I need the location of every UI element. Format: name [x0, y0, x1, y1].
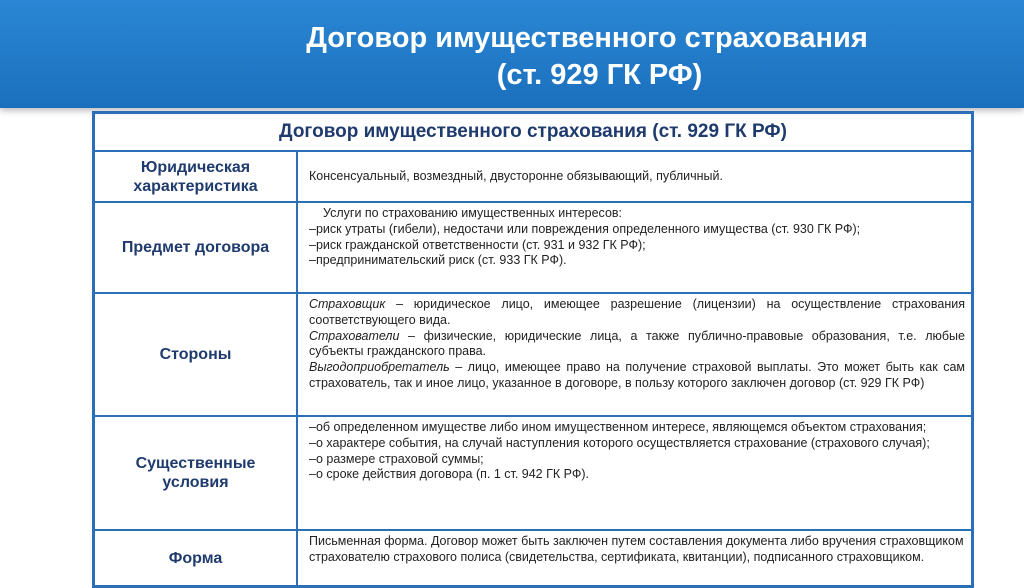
table-row-form	[95, 531, 971, 585]
row-label: Форма	[95, 531, 298, 585]
row-content	[298, 203, 971, 292]
party-text: – лицо, имеющее право на получение страховой выплаты. Это может быть как сам страхователь, так и иное лицо, указанное в договоре, в пользу которого заключен договор (ст. 929 ГК РФ)	[309, 360, 965, 390]
party-term: Страховщик	[309, 297, 386, 311]
row-text: Письменная форма. Договор может быть заключен путем составления документа либо вручения страховщиком страхователю страхового полиса (свидетельства, сертификата, квитанции), подписанного страховщиком.	[309, 534, 964, 564]
row-label: Стороны	[95, 294, 298, 415]
row-line: Услуги по страхованию имущественных интересов:	[323, 206, 623, 220]
row-line: –риск утраты (гибели), недостачи или повреждения определенного имущества (ст. 930 ГК РФ);	[309, 221, 861, 236]
party-term: Страхователи	[309, 328, 400, 343]
party-definition	[309, 297, 965, 329]
row-label: Существенные условия	[95, 417, 298, 529]
row-label: Предмет договора	[95, 203, 298, 292]
slide-title-line2: (ст. 929 ГК РФ)	[496, 59, 703, 91]
table-row-essential-terms	[95, 417, 971, 531]
contract-table	[92, 111, 974, 588]
row-line: –риск гражданской ответственности (ст. 931 и 932 ГК РФ);	[309, 237, 646, 252]
row-text: Консенсуальный, возмездный, двусторонне обязывающий, публичный.	[309, 168, 723, 183]
table-row-parties	[95, 294, 971, 417]
row-line: –о характере события, на случай наступления которого осуществляется страхование (страхового случая);	[309, 435, 930, 450]
row-label: Юридическая характеристика	[95, 152, 298, 201]
party-text: – юридическое лицо, имеющее разрешение (лицензии) на осуществление страхования соответствующего вида.	[309, 297, 965, 327]
slide-title-line1: Договор имущественного страхования	[306, 22, 868, 54]
row-content	[298, 152, 971, 201]
table-row-legal-characteristic	[95, 152, 971, 203]
row-content	[298, 294, 971, 415]
slide-title	[0, 20, 1024, 94]
row-content	[298, 531, 971, 585]
party-term: Выгодоприобретатель	[309, 360, 450, 375]
row-line: –о размере страховой суммы;	[309, 451, 484, 466]
party-text: – физические, юридические лица, а также публично-правовые образования, т.е. любые субъекты гражданского права.	[309, 328, 965, 359]
row-content	[298, 417, 971, 529]
party-definition	[309, 329, 965, 361]
party-definition	[309, 360, 965, 392]
table-row-subject	[95, 203, 971, 294]
row-line: –об определенном имуществе либо ином имущественном интересе, являющемся объектом страхования;	[309, 420, 927, 434]
row-line: –предпринимательский риск (ст. 933 ГК РФ).	[309, 253, 567, 268]
row-line: –о сроке действия договора (п. 1 ст. 942 ГК РФ).	[309, 467, 589, 482]
table-header: Договор имущественного страхования (ст. 929 ГК РФ)	[95, 114, 971, 152]
title-banner	[0, 0, 1024, 108]
